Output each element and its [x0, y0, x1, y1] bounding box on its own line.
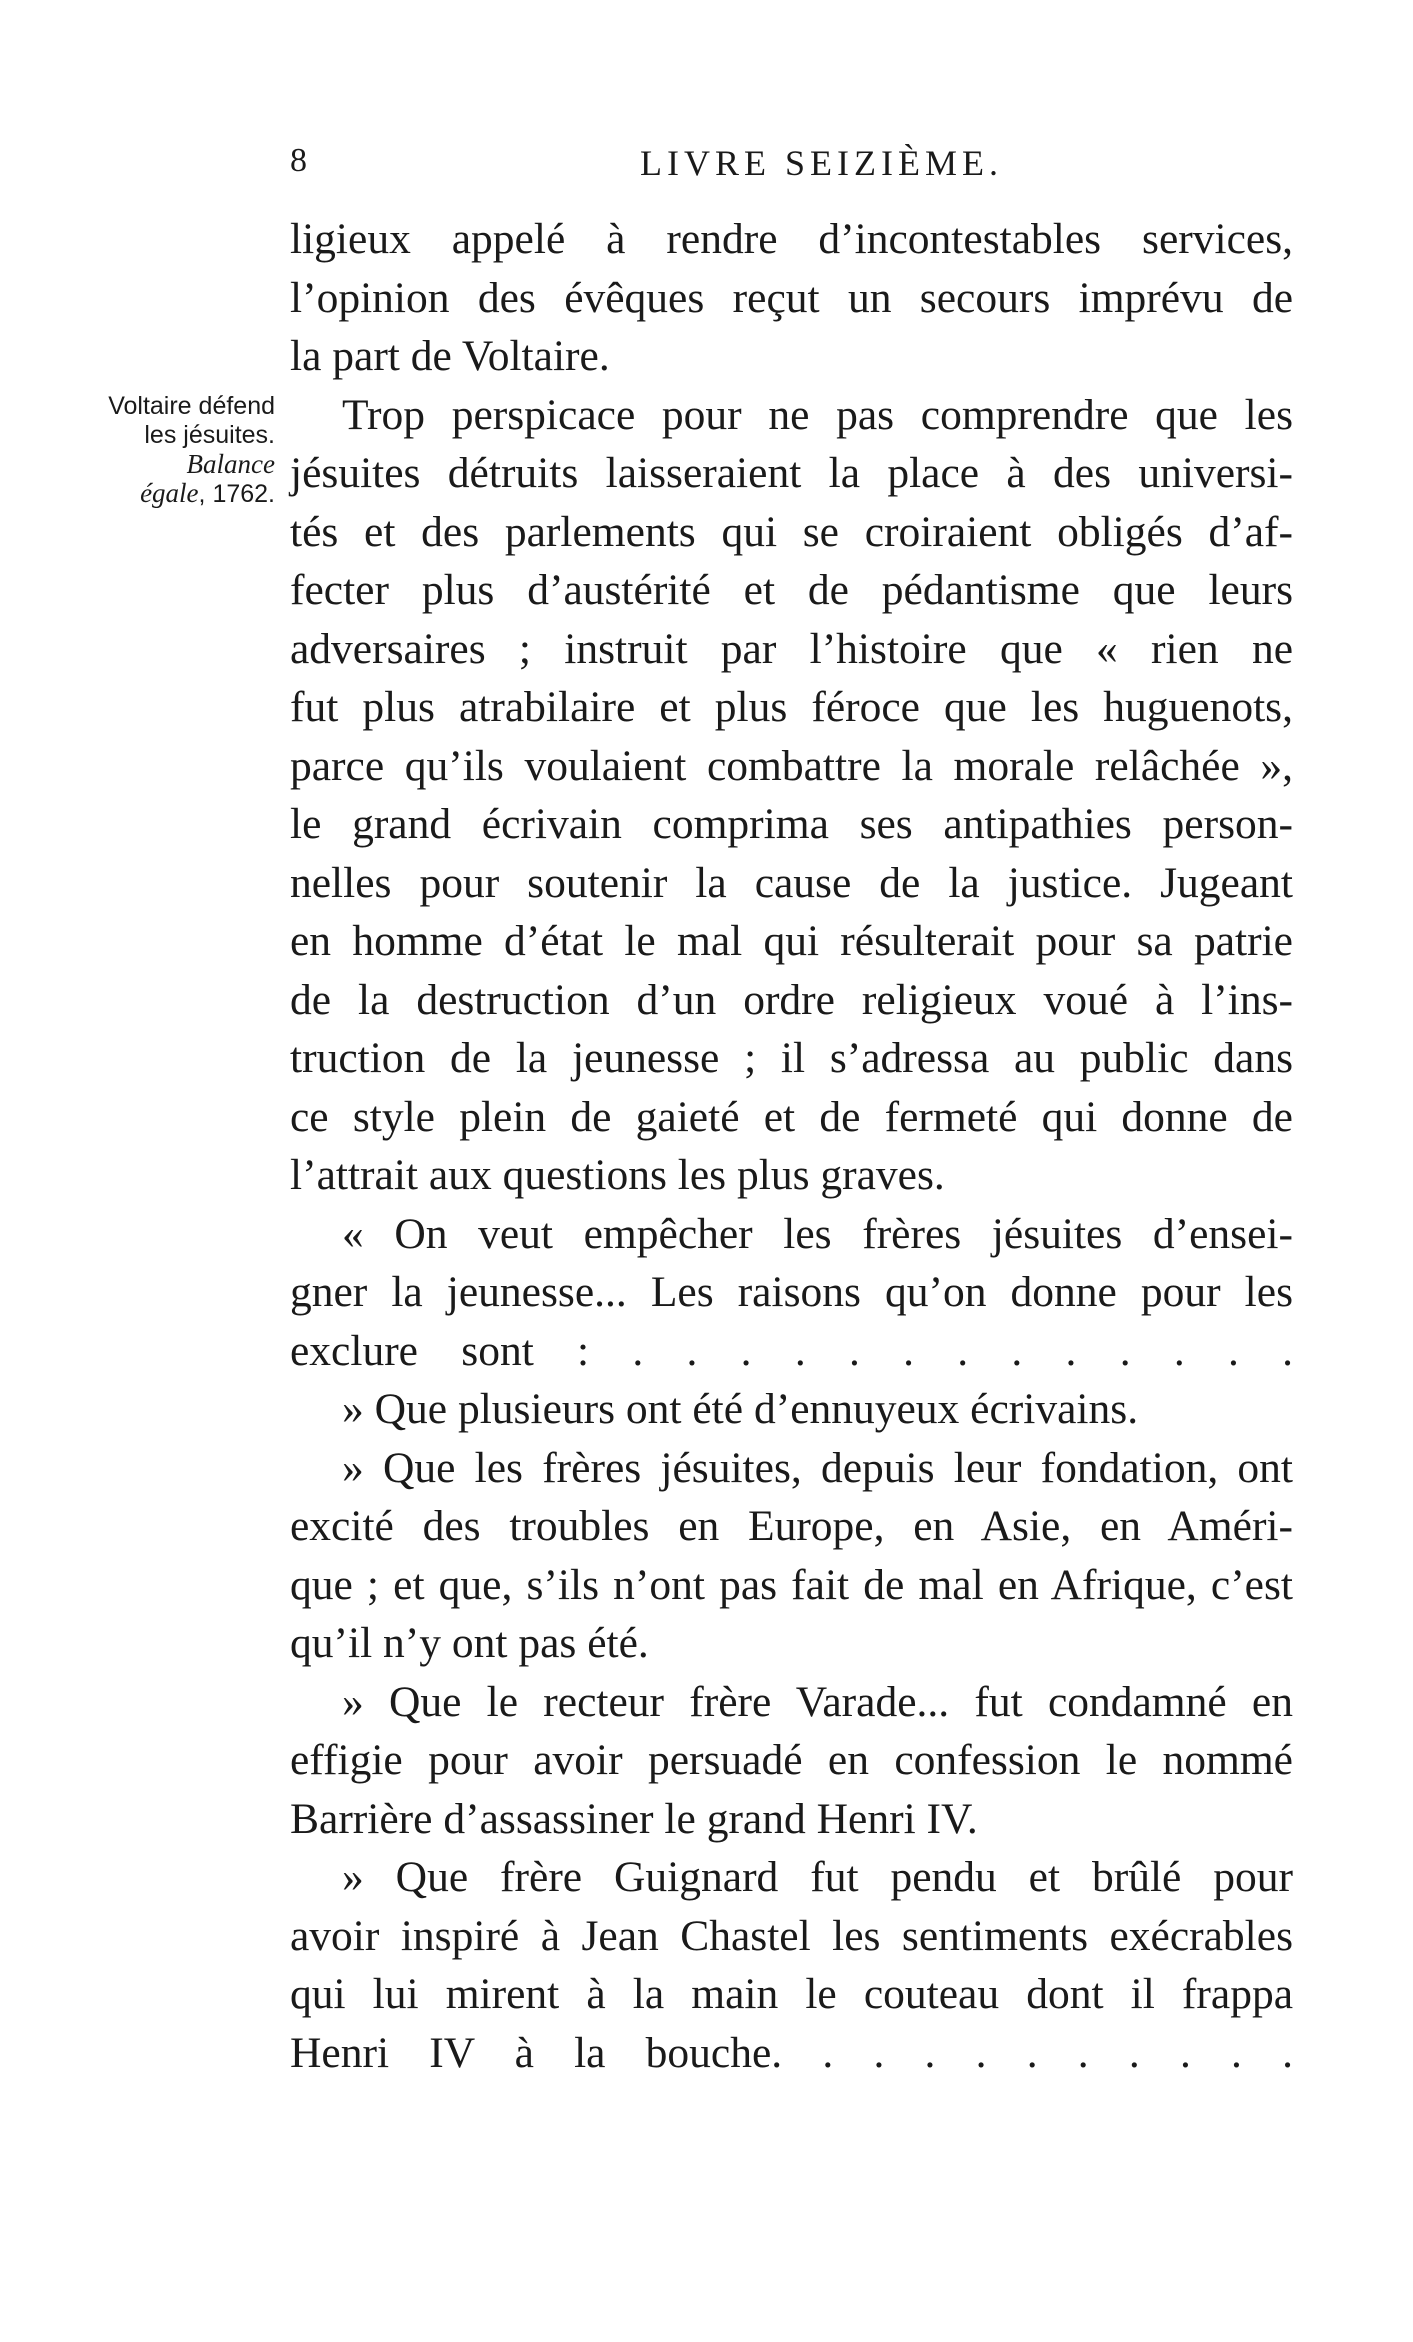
text-line: la part de Voltaire.	[290, 332, 610, 380]
text-line: que ; et que, s’ils n’ont pas fait de mal en Afrique, c’est	[290, 1560, 1293, 1609]
text-line: effigie pour avoir persuadé en confession le nommé	[290, 1736, 1293, 1784]
margin-note-line: Balance	[186, 449, 275, 479]
text-line: parce qu’ils voulaient combattre la morale relâchée »,	[290, 741, 1293, 790]
text-line: ce style plein de gaieté et de fermeté qui donne de	[290, 1092, 1293, 1141]
text-line: fut plus atrabilaire et plus féroce que les huguenots,	[290, 683, 1293, 731]
text-line: avoir inspiré à Jean Chastel les sentiments exécrables	[290, 1911, 1293, 1960]
text-line: adversaires ; instruit par l’histoire que « rien ne	[290, 624, 1293, 673]
margin-note-italic: égale	[140, 478, 199, 508]
page-header	[290, 142, 1290, 192]
text-line: » Que plusieurs ont été d’ennuyeux écrivains.	[342, 1385, 1139, 1433]
text-line: fecter plus d’austérité et de pédantisme que leurs	[290, 566, 1293, 614]
text-line: » Que les frères jésuites, depuis leur fondation, ont	[342, 1443, 1293, 1492]
page-number: 8	[290, 142, 308, 179]
text-line: Henri IV à la bouche. . . . . . . . . . .	[290, 2028, 1293, 2077]
text-line: Barrière d’assassiner le grand Henri IV.	[290, 1794, 978, 1843]
text-line: l’opinion des évêques reçut un secours imprévu de	[290, 273, 1293, 322]
body-text	[290, 210, 1293, 2082]
text-line: excité des troubles en Europe, en Asie, en Améri-	[290, 1502, 1293, 1550]
text-line: « On veut empêcher les frères jésuites d’ensei-	[342, 1209, 1293, 1258]
text-line: » Que le recteur frère Varade... fut condamné en	[342, 1677, 1293, 1726]
text-line: jésuites détruits laisseraient la place à des universi-	[290, 449, 1293, 497]
text-line: l’attrait aux questions les plus graves.	[290, 1151, 945, 1199]
text-line: » Que frère Guignard fut pendu et brûlé pour	[342, 1853, 1293, 1901]
margin-note-line	[30, 479, 275, 509]
margin-note-line: les jésuites.	[144, 421, 275, 449]
margin-note	[30, 392, 275, 509]
text-line: truction de la jeunesse ; il s’adressa au public dans	[290, 1034, 1293, 1082]
text-line: Trop perspicace pour ne pas comprendre que les	[342, 390, 1293, 439]
text-line: qui lui mirent à la main le couteau dont il frappa	[290, 1970, 1293, 2018]
text-line: gner la jeunesse... Les raisons qu’on donne pour les	[290, 1268, 1293, 1316]
text-line: nelles pour soutenir la cause de la justice. Jugeant	[290, 858, 1293, 907]
text-line: le grand écrivain comprima ses antipathies person-	[290, 800, 1293, 848]
margin-note-line: Voltaire défend	[108, 392, 275, 420]
text-line: de la destruction d’un ordre religieux voué à l’ins-	[290, 975, 1293, 1024]
text-line: ligieux appelé à rendre d’incontestables services,	[290, 215, 1293, 263]
text-line: qu’il n’y ont pas été.	[290, 1619, 649, 1667]
margin-note-date: , 1762.	[198, 480, 275, 508]
text-line: tés et des parlements qui se croiraient obligés d’af-	[290, 507, 1293, 556]
text-line: exclure sont : . . . . . . . . . . . . .	[290, 1326, 1293, 1375]
text-line: en homme d’état le mal qui résulterait pour sa patrie	[290, 917, 1293, 965]
running-title: LIVRE SEIZIÈME.	[640, 143, 1003, 183]
